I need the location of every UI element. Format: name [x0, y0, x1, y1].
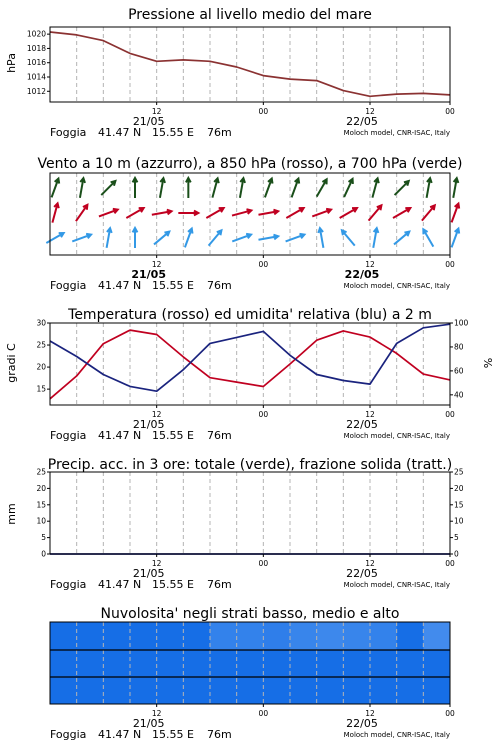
cloud-cell: [317, 622, 344, 650]
y-tick-label: 5: [454, 533, 459, 543]
x-tick-label: 00: [258, 559, 269, 568]
wind-arrow: [318, 228, 323, 248]
wind-arrow: [185, 229, 193, 248]
location-lat: 41.47 N: [98, 126, 142, 139]
location-name: Foggia: [50, 728, 87, 741]
wind-arrow: [126, 208, 143, 218]
location-alt: 76m: [207, 728, 232, 741]
panel-footer: [50, 405, 455, 442]
panel-footer: [50, 704, 455, 741]
location-alt: 76m: [207, 578, 232, 591]
temperature-series: [50, 324, 450, 399]
temperature-grid: [77, 323, 424, 405]
wind-arrow: [178, 211, 198, 216]
pressure-y-ticks: [27, 30, 50, 96]
x-tick-label: 00: [445, 260, 455, 269]
wind-title: Vento a 10 m (azzurro), a 850 hPa (rosso), a 700 hPa (verde): [37, 156, 463, 172]
location-name: Foggia: [50, 429, 87, 442]
cloud-cell: [183, 622, 210, 650]
pressure-series: [50, 32, 450, 96]
precipitation-y2-ticks: [450, 468, 464, 559]
cloud-cell: [237, 677, 264, 704]
cloud-cell: [343, 650, 370, 677]
wind-arrow: [133, 228, 138, 248]
y-tick-label: 20: [36, 362, 46, 372]
date-label: 21/05: [132, 567, 165, 580]
location-lon: 15.55 E: [152, 279, 194, 292]
x-tick-label: 12: [365, 410, 375, 419]
location-alt: 76m: [207, 279, 232, 292]
pressure-panel: [5, 7, 450, 102]
humidity-y-label: %: [482, 357, 495, 369]
cloud-cell: [370, 622, 397, 650]
wind-arrow-shaft: [286, 208, 303, 218]
cloud-cell: [77, 650, 104, 677]
y-tick-label: 30: [36, 318, 46, 328]
cloud-cell: [210, 677, 237, 704]
series-line: [50, 32, 450, 96]
model-credit: Moloch model, CNR-ISAC, Italy: [343, 282, 450, 290]
x-tick-label: 12: [151, 559, 162, 568]
date-label: 22/05: [346, 115, 378, 128]
date-label: 21/05: [132, 717, 165, 730]
precipitation-panel: [5, 457, 464, 559]
x-tick-label: 12: [151, 260, 162, 269]
date-label: 22/05: [344, 268, 380, 281]
cloud-cell: [397, 650, 424, 677]
location-lat: 41.47 N: [98, 429, 142, 442]
wind-arrow: [212, 178, 218, 197]
location-lon: 15.55 E: [152, 429, 194, 442]
wind-arrow: [372, 178, 378, 197]
wind-arrow-shaft: [317, 179, 327, 196]
cloud-cell: [290, 650, 317, 677]
cloud-cell: [210, 650, 237, 677]
y-tick-label: 0: [454, 549, 459, 559]
location-lon: 15.55 E: [152, 126, 194, 139]
wind-arrow: [393, 208, 410, 218]
precipitation-y-ticks: [36, 468, 50, 559]
wind-arrow: [206, 208, 223, 218]
cloud-cell: [237, 650, 264, 677]
wind-arrow: [340, 208, 357, 218]
cloud-title: Nuvolosita' negli strati basso, medio e alto: [100, 606, 400, 622]
wind-arrow: [160, 178, 165, 198]
cloud-cell: [317, 650, 344, 677]
cloud-cell: [370, 677, 397, 704]
y-tick-label: 15: [454, 500, 464, 510]
temperature-y-ticks: [36, 319, 50, 394]
wind-arrow-shaft: [206, 208, 223, 218]
cloud-cell: [77, 622, 104, 650]
location-lon: 15.55 E: [152, 578, 194, 591]
wind-arrow: [286, 234, 305, 242]
wind-arrow: [342, 230, 355, 245]
location-name: Foggia: [50, 126, 87, 139]
precipitation-grid: [77, 472, 424, 554]
wind-arrow: [72, 234, 91, 242]
cloud-cell: [263, 622, 290, 650]
cloud-cell: [130, 677, 157, 704]
x-tick-label: 00: [258, 107, 269, 116]
wind-arrow-shaft: [422, 205, 435, 220]
wind-arrow-shaft: [344, 179, 352, 197]
wind-arrow: [265, 179, 273, 198]
y-tick-label: 1014: [26, 72, 46, 82]
wind-arrow: [52, 179, 60, 198]
wind-arrow: [258, 235, 278, 240]
location-lon: 15.55 E: [152, 728, 194, 741]
y-tick-label: 100: [454, 318, 469, 328]
date-label: 21/05: [132, 115, 165, 128]
cloud-panel: [50, 606, 451, 704]
cloud-cell: [397, 677, 424, 704]
model-credit: Moloch model, CNR-ISAC, Italy: [343, 432, 450, 440]
panel-footer: [50, 554, 455, 591]
wind-arrows: [46, 178, 459, 248]
y-tick-label: 1012: [26, 86, 46, 96]
wind-arrow: [76, 205, 87, 221]
wind-arrow: [427, 178, 432, 198]
wind-arrow-shaft: [340, 208, 357, 218]
cloud-cell: [237, 622, 264, 650]
location-alt: 76m: [207, 429, 232, 442]
cloud-cell: [130, 650, 157, 677]
wind-arrow: [46, 233, 63, 243]
cloud-cell: [317, 677, 344, 704]
cloud-cell: [183, 650, 210, 677]
cloud-cell: [423, 622, 450, 650]
series-line: [50, 330, 450, 399]
cloud-cell: [397, 622, 424, 650]
location-lat: 41.47 N: [98, 279, 142, 292]
cloud-cell: [343, 677, 370, 704]
wind-arrow-shaft: [342, 230, 355, 245]
wind-arrow: [373, 228, 378, 248]
wind-arrow: [317, 179, 327, 196]
wind-arrow: [286, 208, 303, 218]
cloud-cell: [290, 622, 317, 650]
location-lat: 41.47 N: [98, 728, 142, 741]
x-tick-label: 12: [151, 410, 162, 419]
panel-footer: [50, 255, 455, 292]
wind-arrow-shaft: [369, 205, 382, 220]
date-label: 21/05: [131, 268, 166, 281]
wind-arrow: [423, 229, 433, 246]
wind-arrow: [312, 209, 331, 217]
y-tick-label: 1016: [26, 58, 46, 68]
y-tick-label: 25: [36, 340, 46, 350]
cloud-cell: [50, 622, 77, 650]
precipitation-y-label: mm: [5, 503, 18, 525]
temperature-y-label: gradi C: [5, 343, 18, 383]
x-tick-label: 12: [151, 107, 162, 116]
x-tick-label: 00: [258, 709, 269, 718]
x-tick-label: 12: [365, 260, 375, 269]
location-name: Foggia: [50, 578, 87, 591]
cloud-cell: [50, 650, 77, 677]
wind-panel: [37, 156, 462, 255]
cloud-cell: [157, 622, 184, 650]
wind-arrow: [232, 209, 251, 215]
model-credit: Moloch model, CNR-ISAC, Italy: [343, 581, 450, 589]
wind-arrow: [452, 229, 460, 248]
wind-arrow: [186, 178, 191, 198]
x-tick-label: 12: [151, 709, 162, 718]
x-tick-label: 12: [365, 559, 375, 568]
cloud-cell: [423, 677, 450, 704]
wind-arrow-shaft: [393, 208, 410, 218]
y-tick-label: 60: [454, 366, 464, 376]
wind-arrow-shaft: [126, 208, 143, 218]
cloud-cell: [183, 677, 210, 704]
temperature-frame: [50, 323, 450, 405]
wind-arrow: [80, 178, 85, 198]
wind-arrow: [369, 205, 382, 220]
wind-arrow: [452, 204, 460, 223]
wind-arrow: [258, 210, 278, 215]
cloud-cell: [103, 677, 130, 704]
x-tick-label: 00: [258, 260, 269, 269]
y-tick-label: 20: [36, 483, 46, 493]
date-label: 21/05: [132, 418, 165, 431]
y-tick-label: 1018: [26, 43, 46, 53]
temperature-title: Temperatura (rosso) ed umidita' relativa (blu) a 2 m: [68, 307, 432, 323]
cloud-cell: [290, 677, 317, 704]
location-alt: 76m: [207, 126, 232, 139]
wind-arrow-shaft: [423, 229, 433, 246]
cloud-cell: [103, 622, 130, 650]
y-tick-label: 25: [454, 467, 464, 477]
y-tick-label: 0: [41, 549, 46, 559]
y-tick-label: 1020: [26, 29, 46, 39]
wind-arrow: [99, 209, 118, 217]
date-label: 22/05: [346, 567, 378, 580]
x-tick-label: 00: [445, 709, 455, 718]
wind-arrow: [133, 178, 138, 198]
wind-arrow: [453, 178, 458, 198]
location-lat: 41.47 N: [98, 578, 142, 591]
cloud-cell: [343, 622, 370, 650]
pressure-y-label: hPa: [5, 53, 18, 73]
x-tick-label: 00: [445, 410, 455, 419]
y-tick-label: 15: [36, 384, 46, 394]
cloud-cell: [210, 622, 237, 650]
x-tick-label: 12: [365, 709, 375, 718]
pressure-title: Pressione al livello medio del mare: [128, 7, 372, 23]
wind-arrow: [52, 203, 58, 222]
model-credit: Moloch model, CNR-ISAC, Italy: [343, 731, 450, 739]
wind-arrow: [344, 179, 353, 197]
y-tick-label: 20: [454, 483, 464, 493]
date-label: 22/05: [346, 717, 378, 730]
y-tick-label: 10: [454, 516, 464, 526]
wind-arrow: [422, 205, 435, 220]
cloud-cell: [130, 622, 157, 650]
cloud-cell: [157, 677, 184, 704]
wind-arrow-shaft: [76, 205, 87, 221]
date-label: 22/05: [346, 418, 378, 431]
wind-arrow: [232, 234, 251, 242]
cloud-cell: [50, 677, 77, 704]
humidity-y-ticks: [450, 319, 469, 400]
series-line: [50, 324, 450, 391]
location-name: Foggia: [50, 279, 87, 292]
y-tick-label: 80: [454, 342, 464, 352]
panel-footer: [50, 102, 455, 139]
cloud-cell: [370, 650, 397, 677]
wind-arrow: [107, 228, 112, 248]
pressure-grid: [77, 27, 424, 102]
pressure-frame: [50, 27, 450, 102]
cloud-cell: [263, 650, 290, 677]
precipitation-title: Precip. acc. in 3 ore: totale (verde), frazione solida (tratt.): [47, 457, 453, 473]
x-tick-label: 12: [365, 107, 375, 116]
y-tick-label: 25: [36, 467, 46, 477]
y-tick-label: 5: [41, 533, 46, 543]
cloud-cell: [263, 677, 290, 704]
model-credit: Moloch model, CNR-ISAC, Italy: [343, 129, 450, 137]
wind-arrow-shaft: [46, 233, 63, 243]
cloud-cell: [103, 650, 130, 677]
wind-arrow: [240, 178, 245, 198]
temperature-panel: [5, 307, 495, 405]
wind-arrow-shaft: [209, 230, 222, 245]
cloud-cell: [423, 650, 450, 677]
x-tick-label: 00: [445, 559, 455, 568]
wind-arrow: [209, 230, 222, 245]
y-tick-label: 40: [454, 390, 464, 400]
x-tick-label: 00: [445, 107, 455, 116]
y-tick-label: 15: [36, 500, 46, 510]
wind-grid: [77, 173, 424, 255]
cloud-cell: [157, 650, 184, 677]
cloud-cell: [77, 677, 104, 704]
y-tick-label: 10: [36, 516, 46, 526]
wind-arrow: [292, 179, 300, 198]
precipitation-frame: [50, 472, 450, 554]
x-tick-label: 00: [258, 410, 269, 419]
cloud-cells: [50, 622, 451, 704]
wind-arrow: [152, 210, 172, 215]
